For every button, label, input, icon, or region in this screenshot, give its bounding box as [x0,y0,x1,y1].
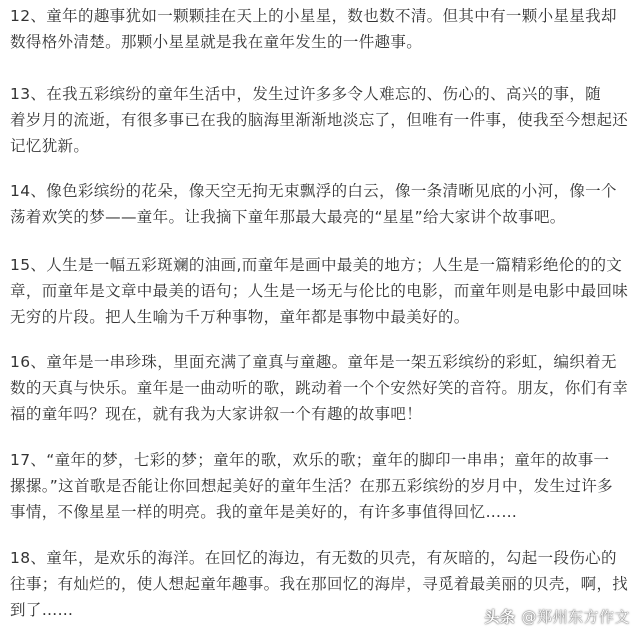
paragraph-line: 13、在我五彩缤纷的童年生活中，发生过许多多令人难忘的、伤心的、高兴的事，随 [10,85,602,103]
paragraph-line: 记忆犹新。 [10,137,90,155]
source-watermark [484,606,630,627]
paragraph-line: 16、童年是一串珍珠，里面充满了童真与童趣。童年是一架五彩缤纷的彩虹，编织着无 [10,353,617,371]
author-handle: @郑州东方作文 [521,608,630,626]
paragraph-15 [10,252,632,330]
toutiao-logo: 头条 [484,608,516,626]
paragraph-line: 往事；有灿烂的，使人想起童年趣事。我在那回忆的海岸，寻觅着最美丽的贝壳，啊，找 [10,575,629,593]
paragraph-14 [10,178,632,230]
paragraph-line: 数的天真与快乐。童年是一曲动听的歌，跳动着一个个安然好笑的音符。朋友，你们有幸 [10,379,629,397]
paragraph-line: 数得格外清楚。那颗小星星就是我在童年发生的一件趣事。 [10,33,423,51]
paragraph-line: 福的童年吗？现在，就有我为大家讲叙一个有趣的故事吧！ [10,405,423,423]
paragraph-line: 14、像色彩缤纷的花朵，像天空无拘无束飘浮的白云，像一条清晰见底的小河，像一个 [10,182,617,200]
paragraph-line: 摞摞。”这首歌是否能让你回想起美好的童年生活？在那五彩缤纷的岁月中，发生过许多 [10,477,613,495]
paragraph-line: 17、“童年的梦，七彩的梦；童年的歌，欢乐的歌；童年的脚印一串串；童年的故事一 [10,451,610,469]
paragraph-line: 章，而童年是文章中最美的语句；人生是一场无与伦比的电影，而童年则是电影中最回味 [10,282,629,300]
paragraph-line: 到了…… [10,601,74,619]
paragraph-12 [10,3,632,55]
paragraph-line: 12、童年的趣事犹如一颗颗挂在天上的小星星，数也数不清。但其中有一颗小星星我却 [10,7,617,25]
paragraph-line: 事情，不像星星一样的明亮。我的童年是美好的，有许多事值得回忆…… [10,503,518,521]
paragraph-line: 荡着欢笑的梦——童年。让我摘下童年那最大最亮的“星星”给大家讲个故事吧。 [10,208,566,226]
paragraph-line: 18、童年，是欢乐的海洋。在回忆的海边，有无数的贝壳，有灰暗的，勾起一段伤心的 [10,549,617,567]
paragraph-17 [10,447,632,525]
paragraph-line: 无穷的片段。把人生喻为千万种事物，童年都是事物中最美好的。 [10,308,470,326]
paragraph-line: 15、人生是一幅五彩斑斓的油画,而童年是画中最美的地方；人生是一篇精彩绝伦的的文 [10,256,623,274]
paragraph-16 [10,349,632,427]
paragraph-13 [10,81,632,159]
paragraph-line: 着岁月的流逝，有很多事已在我的脑海里渐渐地淡忘了，但唯有一件事，使我至今想起还 [10,111,629,129]
